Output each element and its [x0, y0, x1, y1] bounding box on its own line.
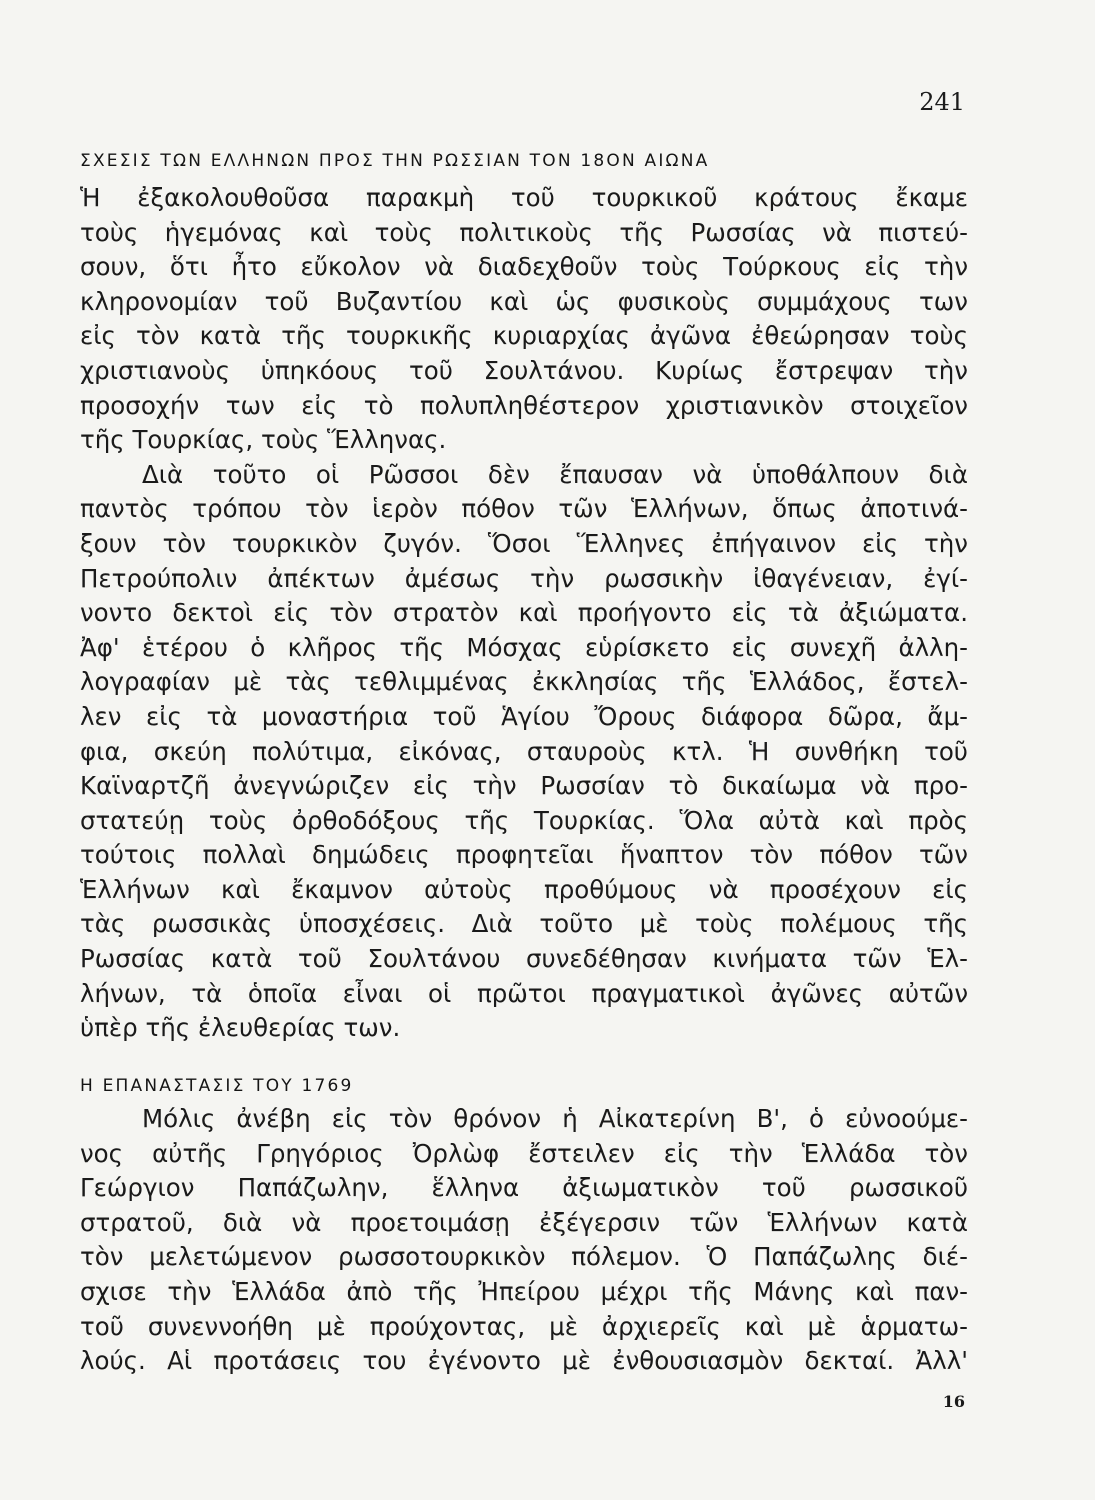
section-heading-revolution-1769: Η ΕΠΑΝΑΣΤΑΣΙΣ ΤΟΥ 1769	[80, 1076, 354, 1096]
text-block-relations	[80, 181, 968, 1046]
text-line: στατεύῃ τοὺς ὀρθοδόξους τῆς Τουρκίας. Ὅλα αὐτὰ καὶ πρὸς	[80, 805, 968, 835]
text-line: λογραφίαν μὲ τὰς τεθλιμμένας ἐκκλησίας τῆς Ἑλλάδος, ἔστελ-	[80, 667, 968, 697]
text-line: παντὸς τρόπου τὸν ἱερὸν πόθον τῶν Ἑλλήνων, ὅπως ἀποτινά-	[80, 494, 968, 524]
text-line: ὑπὲρ τῆς ἐλευθερίας των.	[80, 1013, 401, 1043]
text-line: στρατοῦ, διὰ νὰ προετοιμάσῃ ἐξέγερσιν τῶν Ἑλλήνων κατὰ	[80, 1207, 968, 1237]
page-number: 241	[919, 88, 965, 116]
text-line: κληρονομίαν τοῦ Βυζαντίου καὶ ὡς φυσικοὺς συμμάχους των	[80, 286, 968, 316]
text-line: τὰς ρωσσικὰς ὑποσχέσεις. Διὰ τοῦτο μὲ τοὺς πολέμους τῆς	[80, 909, 968, 939]
text-line: προσοχήν των εἰς τὸ πολυπληθέστερον χριστιανικὸν στοιχεῖον	[80, 390, 968, 420]
text-line: Γεώργιον Παπάζωλην, ἕλληνα ἀξιωματικὸν τοῦ ρωσσικοῦ	[80, 1173, 968, 1203]
text-line: Καϊναρτζῆ ἀνεγνώριζεν εἰς τὴν Ρωσσίαν τὸ δικαίωμα νὰ προ-	[80, 771, 968, 801]
text-line: Ἀφ' ἑτέρου ὁ κλῆρος τῆς Μόσχας εὑρίσκετο εἰς συνεχῆ ἀλλη-	[80, 632, 968, 662]
text-line: λούς. Αἱ προτάσεις του ἐγένοντο μὲ ἐνθουσιασμὸν δεκταί. Ἀλλ'	[80, 1346, 968, 1376]
text-line: φια, σκεύη πολύτιμα, εἰκόνας, σταυροὺς κτλ. Ἡ συνθήκη τοῦ	[80, 736, 968, 766]
text-line: τῆς Τουρκίας, τοὺς Ἕλληνας.	[80, 425, 447, 455]
text-line: τούτοις πολλαὶ δημώδεις προφητεῖαι ἥναπτον τὸν πόθον τῶν	[80, 840, 968, 870]
text-block-revolution-1769	[80, 1102, 968, 1379]
text-line: ξουν τὸν τουρκικὸν ζυγόν. Ὅσοι Ἕλληνες ἐπήγαινον εἰς τὴν	[80, 528, 968, 558]
text-line: λήνων, τὰ ὁποῖα εἶναι οἱ πρῶτοι πραγματικοὶ ἀγῶνες αὐτῶν	[80, 978, 968, 1008]
text-line: εἰς τὸν κατὰ τῆς τουρκικῆς κυριαρχίας ἀγῶνα ἐθεώρησαν τοὺς	[80, 321, 968, 351]
text-line: σουν, ὅτι ἦτο εὔκολον νὰ διαδεχθοῦν τοὺς Τούρκους εἰς τὴν	[80, 252, 968, 282]
text-line: λεν εἰς τὰ μοναστήρια τοῦ Ἁγίου Ὄρους διάφορα δῶρα, ἄμ-	[80, 701, 968, 731]
text-line: χριστιανοὺς ὑπηκόους τοῦ Σουλτάνου. Κυρίως ἔστρεψαν τὴν	[80, 355, 968, 385]
text-line: Διὰ τοῦτο οἱ Ρῶσσοι δὲν ἔπαυσαν νὰ ὑποθάλπουν διὰ	[142, 459, 968, 489]
text-line: Ἡ ἐξακολουθοῦσα παρακμὴ τοῦ τουρκικοῦ κράτους ἔκαμε	[80, 183, 968, 212]
text-line: Μόλις ἀνέβη εἰς τὸν θρόνον ἡ Αἰκατερίνη Β', ὁ εὐνοούμε-	[142, 1104, 968, 1133]
text-line: σχισε τὴν Ἑλλάδα ἀπὸ τῆς Ἠπείρου μέχρι τῆς Μάνης καὶ παν-	[80, 1276, 968, 1306]
text-line: τοῦ συνεννοήθη μὲ προύχοντας, μὲ ἀρχιερεῖς καὶ μὲ ἁρματω-	[80, 1311, 968, 1341]
text-line: Πετρούπολιν ἀπέκτων ἀμέσως τὴν ρωσσικὴν ἰθαγένειαν, ἐγί-	[80, 563, 968, 593]
section-heading-relations: ΣΧΕΣΙΣ ΤΩΝ ΕΛΛΗΝΩΝ ΠΡΟΣ ΤΗΝ ΡΩΣΣΙΑΝ ΤΟΝ 18ΟΝ ΑΙΩΝΑ	[80, 151, 710, 171]
text-line: Ἑλλήνων καὶ ἔκαμνον αὐτοὺς προθύμους νὰ προσέχουν εἰς	[80, 874, 968, 904]
text-line: τὸν μελετώμενον ρωσσοτουρκικὸν πόλεμον. Ὁ Παπάζωλης διέ-	[80, 1242, 968, 1272]
text-line: νος αὐτῆς Γρηγόριος Ὀρλὼφ ἔστειλεν εἰς τὴν Ἑλλάδα τὸν	[80, 1138, 968, 1168]
text-line: Ρωσσίας κατὰ τοῦ Σουλτάνου συνεδέθησαν κινήματα τῶν Ἑλ-	[80, 944, 968, 974]
signature-folio-number: 16	[942, 1392, 965, 1411]
text-line: τοὺς ἡγεμόνας καὶ τοὺς πολιτικοὺς τῆς Ρωσσίας νὰ πιστεύ-	[80, 217, 968, 247]
text-line: νοντο δεκτοὶ εἰς τὸν στρατὸν καὶ προήγοντο εἰς τὰ ἀξιώματα.	[80, 598, 968, 628]
